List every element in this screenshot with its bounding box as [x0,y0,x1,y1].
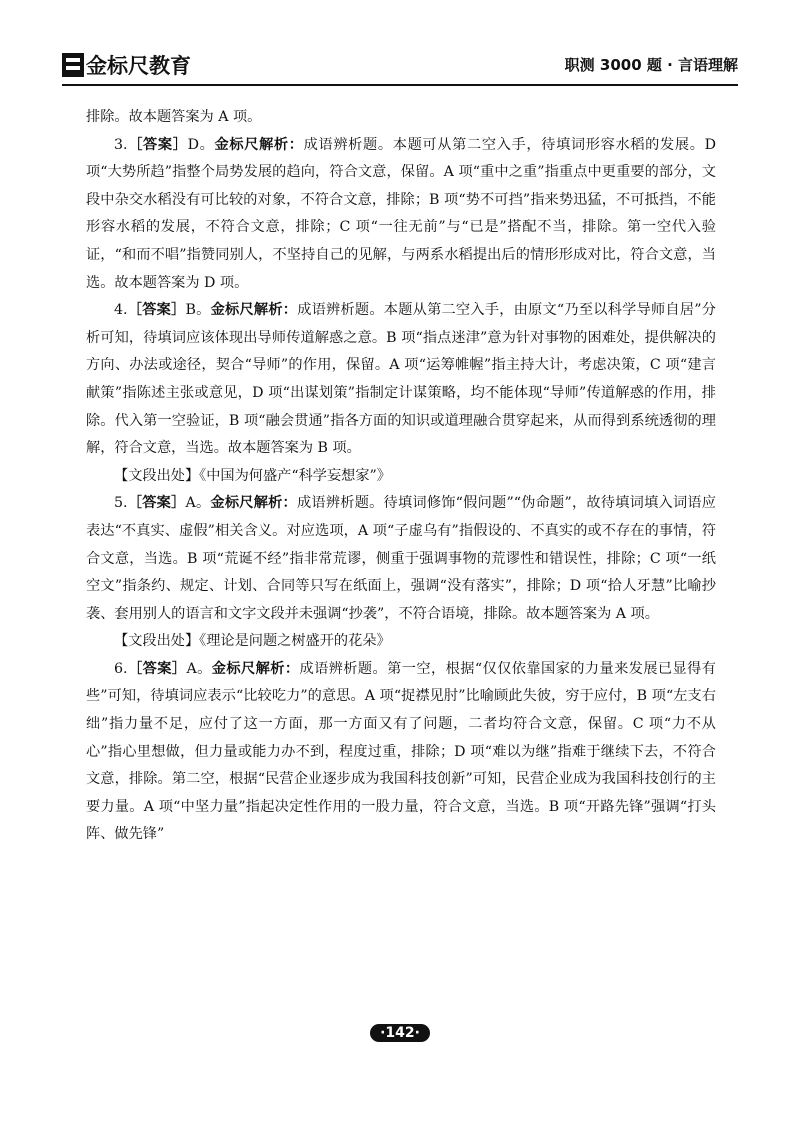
series-title: 职测 3000 题 · 言语理解 [564,56,738,74]
answer-label: ［答案］ [127,302,186,319]
page-header [62,44,738,84]
analysis-text: 成语辨析题。本题从第二空入手，由原文“乃至以科学导师自居”分析可知，待填词应该体现出导师传道解惑之意。B 项“指点迷津”意为针对事物的困难处，提供解决的方向、办法或途径，契合“导师”的作用，保留。A 项“运筹帷幄”指主持大计，考虑决策，C 项“建言献策”指陈述主张或意见，D 项“出谋划策”指制定计谋策略，均不能体现“导师”传道解惑的作用，排除。代入第一空验证，B 项“融会贯通”指各方面的知识或道理融合贯穿起来，从而得到系统透彻的理解，符合文意，当选。故本题答案为 B 项。 [86,302,716,457]
answer-label: ［答案］ [127,136,188,153]
analysis-label: 金标尺解析： [214,136,304,153]
analysis-text: 成语辨析题。待填词修饰“假问题”“伪命题”，故待填词填入词语应表达“不真实、虚假”相关含义。对应选项，A 项“子虚乌有”指假设的、不真实的或不存在的事情，符合文意，当选。B 项“荒诞不经”指非常荒谬，侧重于强调事物的荒谬性和错误性，排除；C 项“一纸空文”指条约、规定、计划、合同等只写在纸面上，强调“没有落实”，排除；D 项“拾人牙慧”比喻抄袭、套用别人的语言和文字文段并未强调“抄袭”，不符合语境，排除。故本题答案为 A 项。 [86,495,716,622]
question-number: 3. [114,136,128,153]
page-number-label: ·142· [370,1024,430,1042]
publisher-logo [62,50,191,80]
page-body [86,104,716,849]
answer-label: ［答案］ [127,495,186,512]
analysis-text: 成语辨析题。本题可从第二空入手，待填词形容水稻的发展。D 项“大势所趋”指整个局势发展的趋向，符合文意，保留。A 项“重中之重”指重点中更重要的部分，文段中杂交水稻没有可比较的对象，不符合文意，排除；B 项“势不可挡”指来势迅猛，不可抵挡，不能形容水稻的发展，不符合文意，排除；C 项“一往无前”与“已是”搭配不当，排除。第一空代入验证，“和而不唱”指赞同别人，不坚持自己的见解，与两系水稻提出后的情形形成对比，符合文意，当选。故本题答案为 D 项。 [86,136,716,291]
logo-text: 金标尺教育 [86,54,191,78]
answer-6 [86,656,716,849]
question-number: 4. [114,302,128,319]
answer-choice: A。 [185,495,211,512]
answer-3 [86,132,716,298]
analysis-label: 金标尺解析： [210,495,297,512]
analysis-label: 金标尺解析： [210,302,298,319]
answer-choice: B。 [185,302,211,319]
page-number [368,1022,432,1044]
answer-4 [86,297,716,463]
answer-choice: A。 [186,660,212,677]
analysis-label: 金标尺解析： [211,660,300,677]
answer-choice: D。 [187,136,215,153]
question-number: 6. [114,660,128,677]
answer-5 [86,490,716,628]
logo-mark-icon [62,53,84,77]
analysis-text: 成语辨析题。第一空，根据“仅仅依靠国家的力量来发展已显得有些”可知，待填词应表示“比较吃力”的意思。A 项“捉襟见肘”比喻顾此失彼，穷于应付，B 项“左支右绌”指力量不足，应付了这一方面，那一方面又有了问题，二者均符合文意，保留。C 项“力不从心”指心里想做，但力量或能力办不到，程度过重，排除；D 项“难以为继”指难于继续下去，不符合文意，排除。第二空，根据“民营企业逐步成为我国科技创新”可知，民营企业成为我国科技创行的主要力量。A 项“中坚力量”指起决定性作用的一股力量，符合文意，当选。B 项“开路先锋”强调“打头阵、做先锋” [86,660,716,843]
source-citation-1: 【文段出处】《中国为何盛产“科学妄想家”》 [114,467,391,484]
header-divider [62,84,738,86]
answer-label: ［答案］ [127,660,187,677]
paragraph-continued: 排除。故本题答案为 A 项。 [86,109,262,125]
source-citation-2: 【文段出处】《理论是问题之树盛开的花朵》 [114,633,391,650]
question-number: 5. [114,495,128,512]
